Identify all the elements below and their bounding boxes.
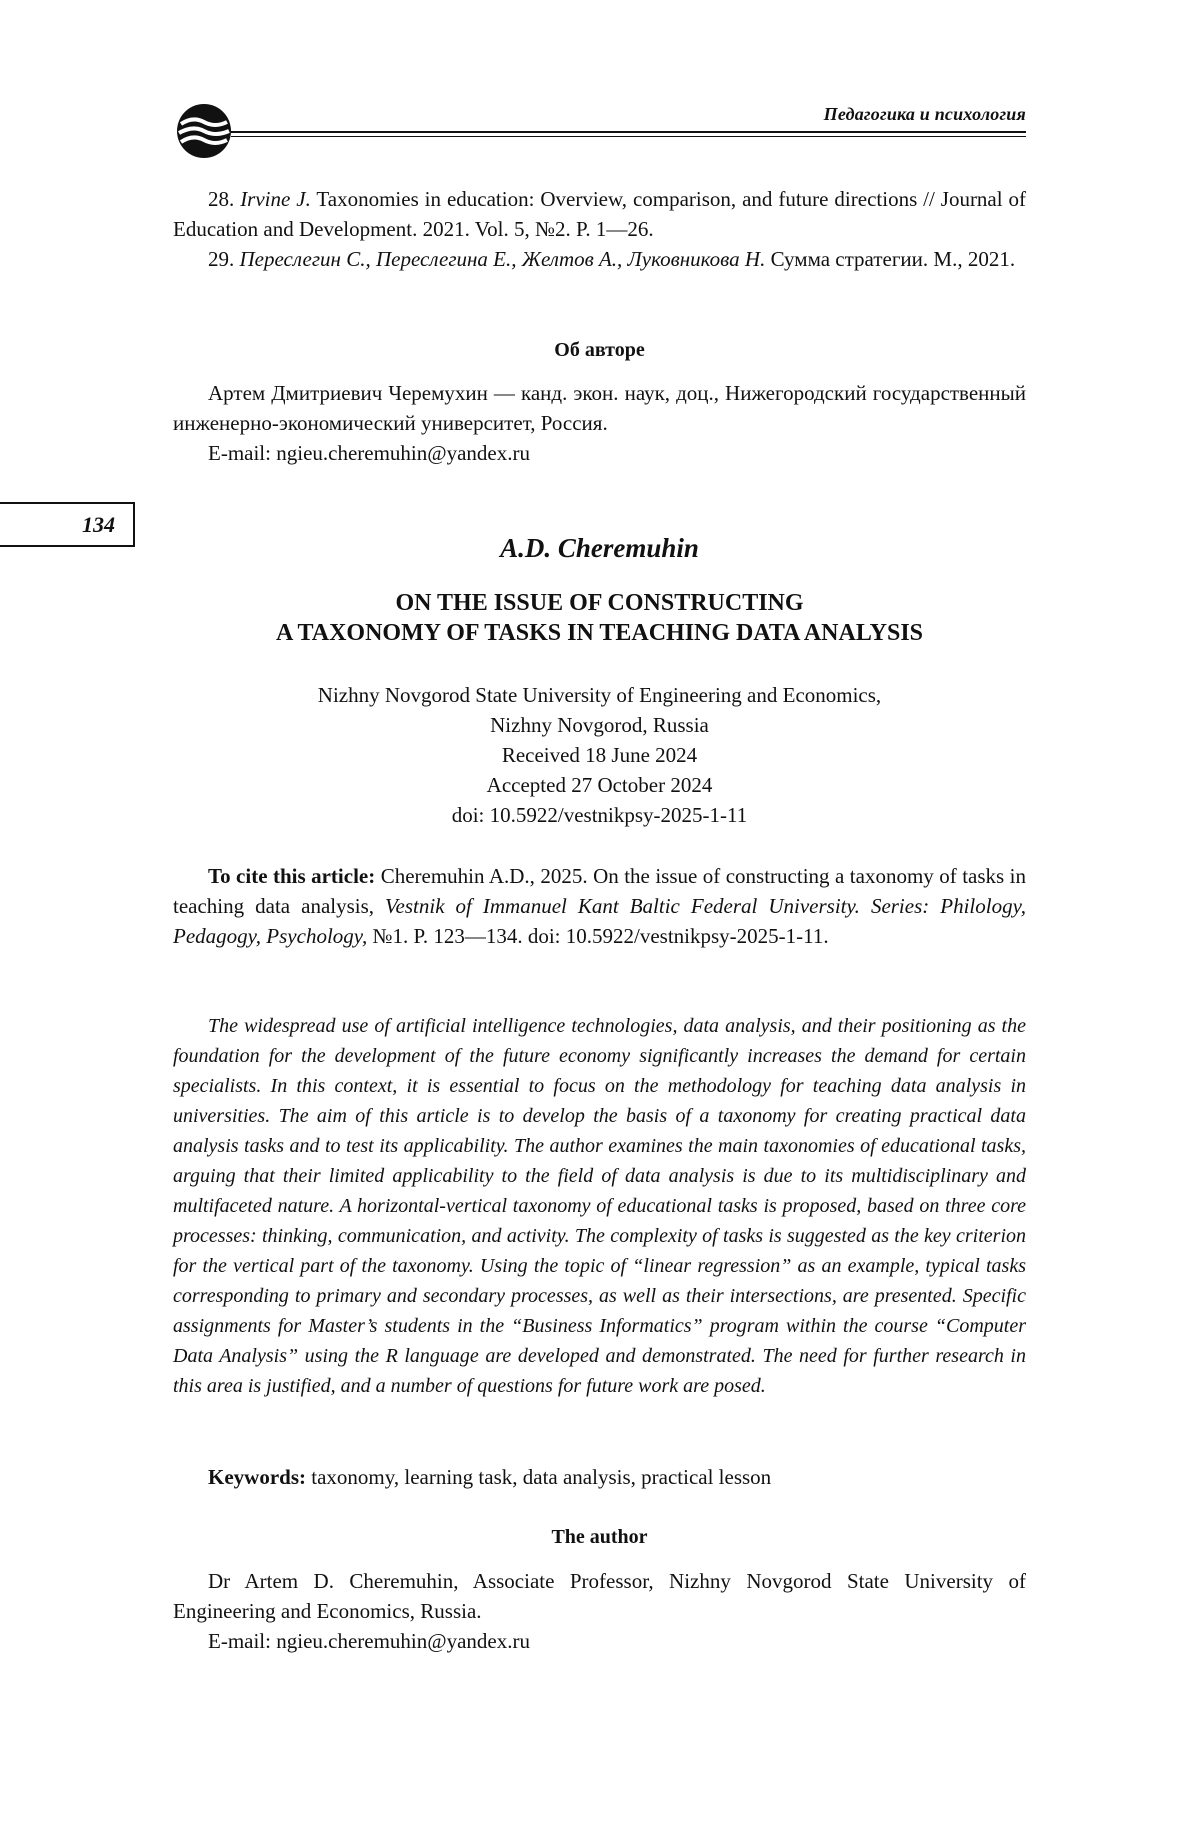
citation-paragraph	[173, 861, 1026, 951]
header-rule-thick	[231, 131, 1026, 133]
about-en-heading: The author	[551, 1526, 648, 1548]
keywords-label: Keywords:	[208, 1465, 306, 1489]
citation-journal: Vestnik of Immanuel Kant Baltic Federal University. Series: Philology, Pedagogy, Psychology,	[173, 894, 1027, 948]
reference-29	[173, 244, 1026, 274]
affiliation-line-2: Nizhny Novgorod, Russia	[490, 713, 709, 737]
about-ru-text: Артем Дмитриевич Черемухин — канд. экон. наук, доц., Нижегородский государственный инженерно-экономический университет, Россия.	[173, 381, 1026, 435]
page-number: 134	[0, 502, 135, 547]
about-ru-email: E-mail: ngieu.cheremuhin@yandex.ru	[208, 441, 530, 465]
article-title-line-1: ON THE ISSUE OF CONSTRUCTING	[395, 590, 804, 616]
header-rule-thin	[231, 136, 1026, 137]
reference-list	[173, 184, 1026, 274]
article-title-line-2: A TAXONOMY OF TASKS IN TEACHING DATA ANALYSIS	[275, 620, 924, 646]
reference-text: Сумма стратегии. М., 2021.	[770, 247, 1016, 271]
article-author: A.D. Cheremuhin	[500, 533, 699, 563]
reference-28	[173, 184, 1026, 244]
about-en-email: E-mail: ngieu.cheremuhin@yandex.ru	[208, 1629, 530, 1653]
keywords-text: taxonomy, learning task, data analysis, practical lesson	[311, 1465, 772, 1489]
citation-text: Cheremuhin A.D., 2025. On the issue of constructing a taxonomy of tasks in teaching data analysis,	[173, 864, 1026, 918]
wave-globe-logo-icon	[173, 100, 235, 162]
citation-label: To cite this article:	[208, 864, 376, 888]
reference-number: 28.	[208, 187, 235, 211]
keywords-paragraph	[173, 1462, 1026, 1492]
article-affiliation-block	[173, 680, 1026, 830]
reference-text: Taxonomies in education: Overview, comparison, and future directions // Journal of Education and Development. 2021. Vol. 5, №2. P. 1—26.	[173, 187, 1027, 241]
received-date: Received 18 June 2024	[501, 743, 698, 767]
section-title: Педагогика и психология	[823, 104, 1026, 124]
article-doi: doi: 10.5922/vestnikpsy-2025-1-11	[451, 803, 748, 827]
about-en-block	[173, 1566, 1026, 1656]
accepted-date: Accepted 27 October 2024	[486, 773, 713, 797]
about-ru-block	[173, 378, 1026, 468]
keywords-block	[173, 1462, 1026, 1492]
affiliation-line-1: Nizhny Novgorod State University of Engineering and Economics,	[317, 683, 882, 707]
article-title	[173, 588, 1026, 648]
citation-pages: №1. P. 123—134. doi: 10.5922/vestnikpsy-2025-1-11.	[372, 924, 829, 948]
running-header	[173, 100, 1026, 144]
reference-author: Переслегин С., Переслегина Е., Желтов А., Луковникова Н.	[239, 247, 766, 271]
reference-number: 29.	[208, 247, 235, 271]
reference-author: Irvine J.	[240, 187, 311, 211]
abstract: The widespread use of artificial intelligence technologies, data analysis, and their positioning as the foundation for the development of the future economy significantly increases the demand for certain specialists. In this context, it is essential to focus on the methodology for teaching data analysis in universities. The aim of this article is to develop the basis of a taxonomy for creating practical data analysis tasks and to test its applicability. The author examines the main taxonomies of educational tasks, arguing that their limited applicability to the field of data analysis is due to its multidisciplinary and multifaceted nature. A horizontal-vertical taxonomy of educational tasks is proposed, based on three core processes: thinking, communication, and activity. The complexity of tasks is suggested as the key criterion for the vertical part of the taxonomy. Using the topic of “linear regression” as an example, typical tasks corresponding to primary and secondary processes, as well as their intersections, are presented. Specific assignments for Master’s students in the “Business Informatics” program within the course “Computer Data Analysis” using the R language are developed and demonstrated. The need for further research in this area is justified, and a number of questions for future work are posed.	[173, 1015, 1026, 1397]
about-ru-heading: Об авторе	[554, 339, 645, 361]
citation-block	[173, 861, 1026, 951]
about-en-text: Dr Artem D. Cheremuhin, Associate Professor, Nizhny Novgorod State University of Engineering and Economics, Russia.	[173, 1569, 1026, 1623]
